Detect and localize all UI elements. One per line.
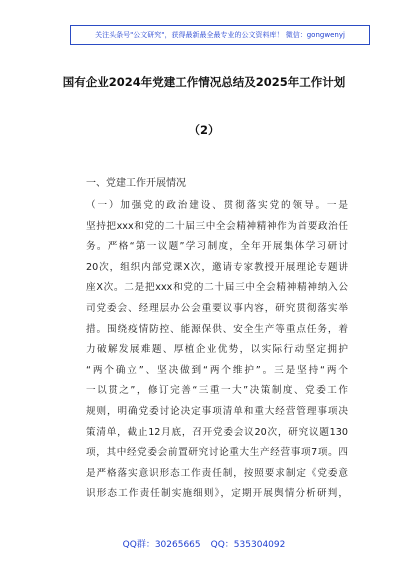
footer-contact: [0, 537, 408, 550]
body-line: 务。严格“第一议题”学习制度，全年开展集体学习研讨: [86, 241, 348, 253]
section-heading: 一、党建工作开展情况: [86, 178, 186, 189]
body-line: 措。围绕疫情防控、能源保供、安全生产等重点任务，着: [86, 323, 348, 335]
body-line: 司党委会、经理层办公会重要议事内容，研究贯彻落实举: [86, 302, 348, 314]
body-line: 20次，组织内部党课X次，邀请专家教授开展理论专题讲: [86, 261, 348, 273]
body-line: 一以贯之”，修订完善“三重一大”决策制度、党委工作: [86, 385, 348, 397]
body-line: （一）加强党的政治建设、贯彻落实党的领导。一是: [86, 200, 348, 211]
promo-banner: [70, 25, 370, 45]
body-line: 项，其中经党委会前置研究讨论重大生产经营事项7项。四: [86, 447, 348, 459]
body-paragraph: [86, 196, 348, 505]
document-title: 国有企业2024年党建工作情况总结及2025年工作计划: [62, 75, 346, 89]
body-line: 坚持把xxx和党的二十届三中全会精神精神作为首要政治任: [86, 220, 348, 232]
body-line: 策清单，截止12月底，召开党委会议20次，研究议题130: [86, 426, 348, 438]
body-line: 力破解发展难题、厚植企业优势，以实际行动坚定拥护: [86, 344, 348, 356]
body-line: 座X次。二是把xxx和党的二十届三中全会精神精神纳入公: [86, 282, 348, 294]
body-line: 是严格落实意识形态工作责任制，按照要求制定《党委意: [86, 467, 348, 479]
body-line: 识形态工作责任制实施细则》，定期开展舆情分析研判，: [86, 488, 348, 500]
footer-qq: QQ：535304092: [210, 540, 286, 550]
body-line: 规则，明确党委讨论决定事项清单和重大经营管理事项决: [86, 405, 348, 417]
document-part-number: （2）: [188, 123, 220, 137]
footer-qq-group: QQ群：30265665: [122, 540, 201, 550]
promo-banner-text: 关注头条号"公文研究"，获得最新最全最专业的公文资料库！ 微信：gongwenyj: [95, 31, 345, 39]
body-line: “两个确立”、坚决做到“两个维护”。三是坚持“两个: [86, 364, 348, 376]
